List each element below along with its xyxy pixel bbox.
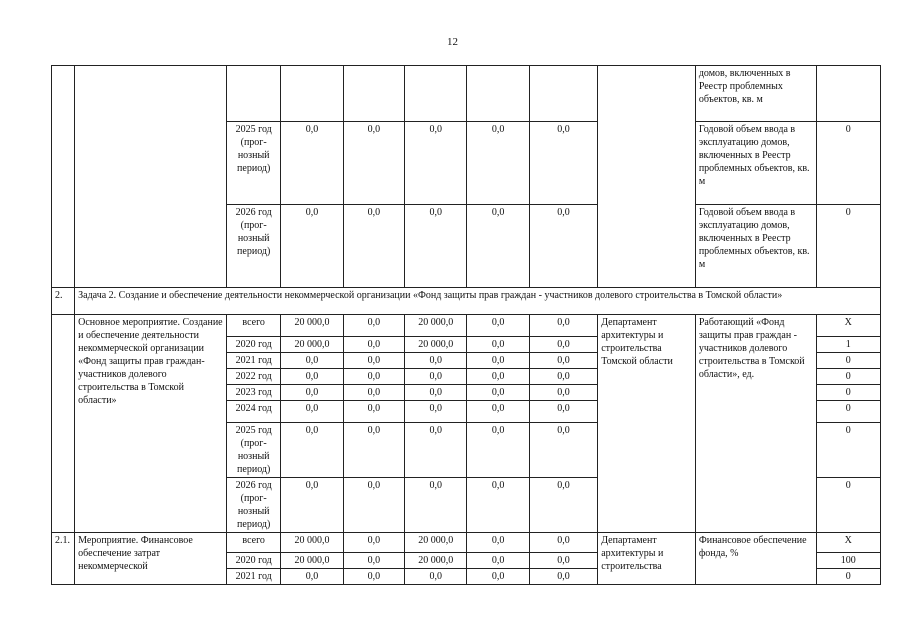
value-cell: 0,0 bbox=[405, 423, 467, 478]
target-cell: 0 bbox=[816, 423, 880, 478]
value-cell: 0,0 bbox=[529, 478, 597, 533]
year-cell: 2024 год bbox=[227, 401, 281, 423]
activity-name: Основное мероприятие. Создание и обеспечение деятельности некоммерческой организации «Фонд защиты прав граждан-участников долевого строительства в Томской области» bbox=[75, 315, 227, 533]
target-cell: 0 bbox=[816, 401, 880, 423]
table-row bbox=[52, 315, 881, 337]
year-cell: 2020 год bbox=[227, 337, 281, 353]
year-cell: всего bbox=[227, 533, 281, 553]
year-cell: всего bbox=[227, 315, 281, 337]
value-cell: 20 000,0 bbox=[405, 553, 467, 569]
value-cell: 0,0 bbox=[405, 353, 467, 369]
indicator-cell: Годовой объем ввода в эксплуатацию домов, включенных в Реестр проблемных объектов, кв. м bbox=[695, 205, 816, 288]
value-cell: 0,0 bbox=[467, 569, 529, 585]
value-cell: 0,0 bbox=[529, 315, 597, 337]
value-cell: 0,0 bbox=[529, 533, 597, 553]
value-cell: 0,0 bbox=[529, 553, 597, 569]
value-cell: 0,0 bbox=[405, 385, 467, 401]
value-cell: 0,0 bbox=[343, 369, 404, 385]
value-cell: 0,0 bbox=[281, 122, 343, 205]
target-cell: 0 bbox=[816, 205, 880, 288]
value-cell: 0,0 bbox=[467, 385, 529, 401]
value-cell: 0,0 bbox=[281, 385, 343, 401]
indicator-cell: домов, включенных в Реестр проблемных объектов, кв. м bbox=[695, 66, 816, 122]
value-cell: 20 000,0 bbox=[405, 315, 467, 337]
value-cell: 0,0 bbox=[529, 337, 597, 353]
task-title: Задача 2. Создание и обеспечение деятельности некоммерческой организации «Фонд защиты прав граждан - участников долевого строительства в Томской области» bbox=[75, 288, 881, 315]
value-cell: 20 000,0 bbox=[281, 533, 343, 553]
year-cell: 2025 год (прог-нозный период) bbox=[227, 423, 281, 478]
value-cell: 0,0 bbox=[467, 533, 529, 553]
table-row bbox=[52, 533, 881, 553]
value-cell: 0,0 bbox=[343, 122, 404, 205]
value-cell: 0,0 bbox=[281, 205, 343, 288]
program-table bbox=[51, 65, 881, 585]
target-cell: Х bbox=[816, 533, 880, 553]
value-cell: 20 000,0 bbox=[281, 315, 343, 337]
value-cell: 0,0 bbox=[281, 353, 343, 369]
value-cell: 0,0 bbox=[343, 478, 404, 533]
value-cell: 0,0 bbox=[405, 569, 467, 585]
department-cell: Департамент архитектуры и строительства Томской области bbox=[598, 315, 696, 533]
value-cell: 0,0 bbox=[529, 122, 597, 205]
value-cell: 0,0 bbox=[529, 205, 597, 288]
value-cell: 0,0 bbox=[529, 353, 597, 369]
value-cell: 0,0 bbox=[343, 337, 404, 353]
value-cell: 0,0 bbox=[281, 369, 343, 385]
value-cell: 0,0 bbox=[343, 401, 404, 423]
indicator-cell: Финансовое обеспечение фонда, % bbox=[695, 533, 816, 585]
indicator-cell: Годовой объем ввода в эксплуатацию домов, включенных в Реестр проблемных объектов, кв. м bbox=[695, 122, 816, 205]
target-cell: 0 bbox=[816, 478, 880, 533]
value-cell: 0,0 bbox=[467, 401, 529, 423]
year-cell: 2025 год (прог-нозный период) bbox=[227, 122, 281, 205]
value-cell: 0,0 bbox=[343, 423, 404, 478]
value-cell: 0,0 bbox=[467, 122, 529, 205]
value-cell: 0,0 bbox=[467, 337, 529, 353]
value-cell: 0,0 bbox=[529, 423, 597, 478]
value-cell: 0,0 bbox=[405, 401, 467, 423]
year-cell: 2021 год bbox=[227, 569, 281, 585]
page-number: 12 bbox=[447, 36, 458, 48]
value-cell: 0,0 bbox=[405, 369, 467, 385]
value-cell: 20 000,0 bbox=[405, 533, 467, 553]
value-cell: 0,0 bbox=[529, 401, 597, 423]
task-row bbox=[52, 288, 881, 315]
value-cell: 0,0 bbox=[343, 315, 404, 337]
value-cell: 0,0 bbox=[281, 401, 343, 423]
value-cell: 0,0 bbox=[281, 569, 343, 585]
target-cell: 0 bbox=[816, 122, 880, 205]
value-cell: 0,0 bbox=[343, 353, 404, 369]
value-cell: 0,0 bbox=[405, 205, 467, 288]
value-cell: 0,0 bbox=[343, 569, 404, 585]
value-cell: 0,0 bbox=[467, 423, 529, 478]
value-cell: 0,0 bbox=[405, 478, 467, 533]
value-cell: 20 000,0 bbox=[281, 553, 343, 569]
target-cell: 0 bbox=[816, 353, 880, 369]
target-cell: 1 bbox=[816, 337, 880, 353]
value-cell: 0,0 bbox=[467, 478, 529, 533]
department-cell: Департамент архитектуры и строительства bbox=[598, 533, 696, 585]
target-cell: 0 bbox=[816, 369, 880, 385]
value-cell: 0,0 bbox=[343, 533, 404, 553]
indicator-cell: Работающий «Фонд защиты прав граждан - участников долевого строительства в Томской области», ед. bbox=[695, 315, 816, 533]
year-cell: 2022 год bbox=[227, 369, 281, 385]
task-number: 2. bbox=[52, 288, 75, 315]
value-cell: 20 000,0 bbox=[281, 337, 343, 353]
value-cell: 0,0 bbox=[343, 385, 404, 401]
year-cell: 2026 год (прог-нозный период) bbox=[227, 478, 281, 533]
value-cell: 0,0 bbox=[529, 569, 597, 585]
target-cell: Х bbox=[816, 315, 880, 337]
value-cell: 0,0 bbox=[529, 369, 597, 385]
value-cell: 0,0 bbox=[343, 553, 404, 569]
value-cell: 0,0 bbox=[467, 315, 529, 337]
year-cell: 2023 год bbox=[227, 385, 281, 401]
value-cell: 0,0 bbox=[343, 205, 404, 288]
value-cell: 0,0 bbox=[529, 385, 597, 401]
year-cell: 2021 год bbox=[227, 353, 281, 369]
value-cell: 0,0 bbox=[467, 369, 529, 385]
value-cell: 0,0 bbox=[405, 122, 467, 205]
value-cell: 0,0 bbox=[467, 553, 529, 569]
activity-number: 2.1. bbox=[52, 533, 75, 585]
year-cell: 2026 год (прог-нозный период) bbox=[227, 205, 281, 288]
target-cell: 100 bbox=[816, 553, 880, 569]
value-cell: 20 000,0 bbox=[405, 337, 467, 353]
value-cell: 0,0 bbox=[281, 423, 343, 478]
table-row bbox=[52, 66, 881, 122]
year-cell: 2020 год bbox=[227, 553, 281, 569]
value-cell: 0,0 bbox=[467, 205, 529, 288]
target-cell: 0 bbox=[816, 385, 880, 401]
activity-name: Мероприятие. Финансовое обеспечение затрат некоммерческой bbox=[75, 533, 227, 585]
value-cell: 0,0 bbox=[281, 478, 343, 533]
target-cell: 0 bbox=[816, 569, 880, 585]
value-cell: 0,0 bbox=[467, 353, 529, 369]
